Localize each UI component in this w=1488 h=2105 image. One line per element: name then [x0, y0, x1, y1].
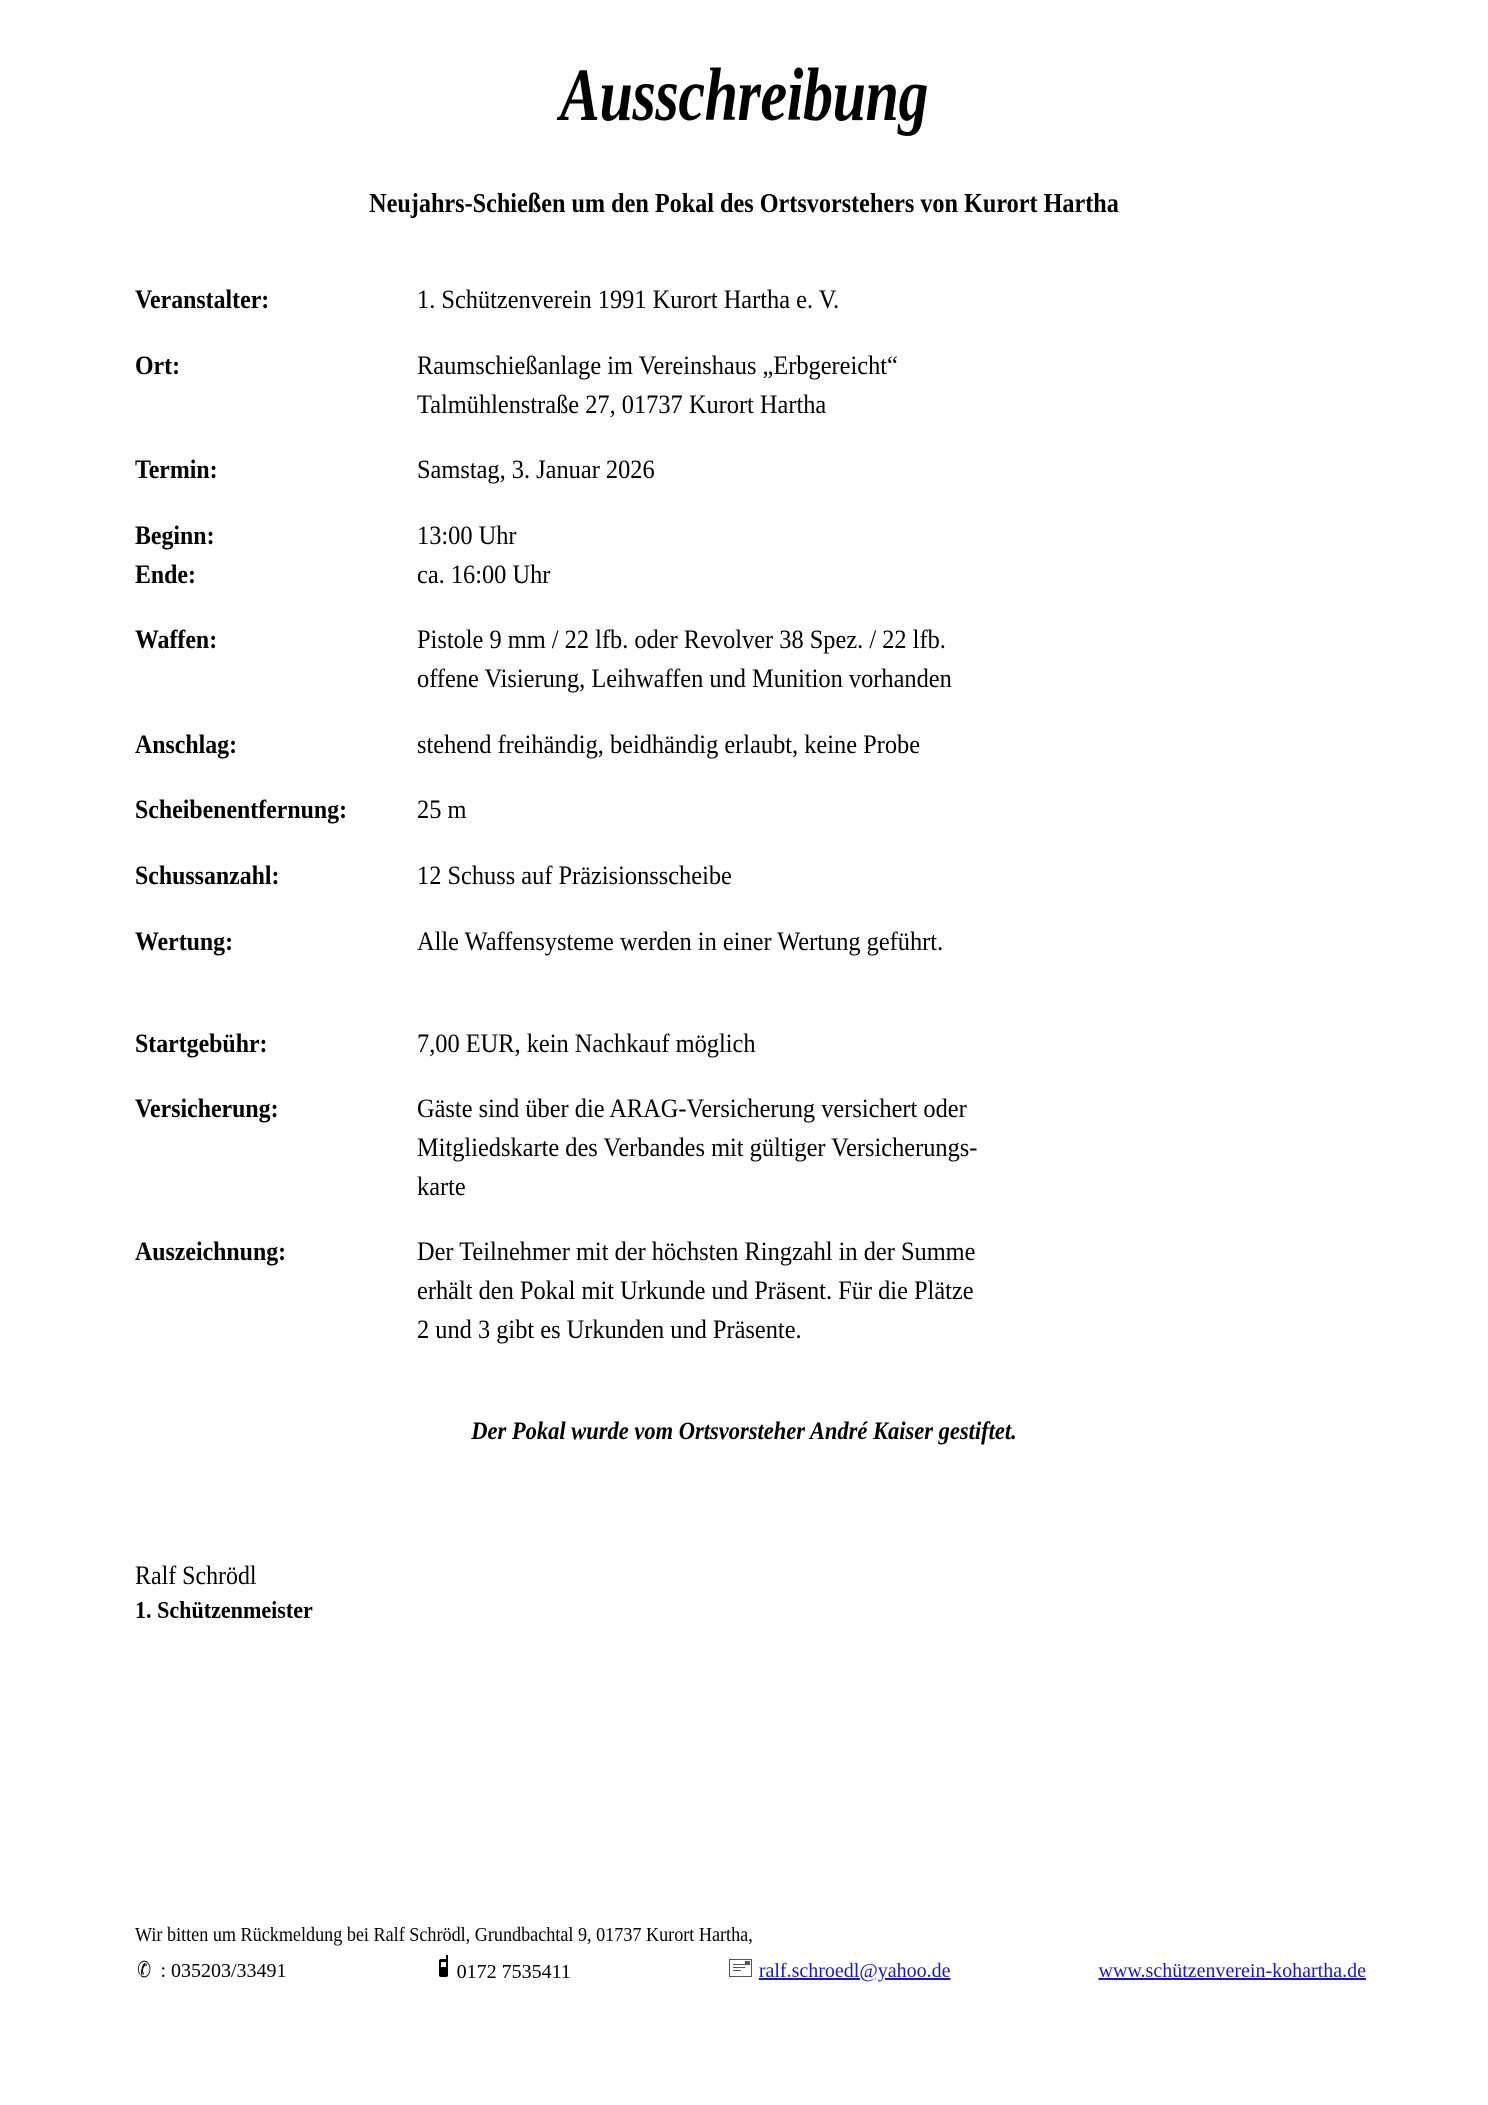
- detail-row-scheibenentfernung: [135, 790, 1353, 829]
- detail-label: Auszeichnung:: [135, 1236, 287, 1267]
- details-list: [135, 280, 1353, 1348]
- detail-value: [417, 516, 1278, 555]
- email-icon: [729, 1959, 752, 1977]
- detail-value-line: Alle Waffensysteme werden in einer Wertung geführt.: [417, 925, 944, 956]
- detail-value-line: 2 und 3 gibt es Urkunden und Präsente.: [417, 1313, 802, 1344]
- detail-row-auszeichnung: [135, 1232, 1353, 1348]
- phone-icon: ✆: [137, 1957, 152, 1983]
- detail-value-line: 12 Schuss auf Präzisionsscheibe: [417, 860, 732, 891]
- detail-value: [417, 280, 1278, 319]
- detail-value: [417, 346, 1278, 423]
- contact-email[interactable]: [729, 1957, 951, 1986]
- detail-row-veranstalter: [135, 280, 1353, 319]
- detail-value-line: ca. 16:00 Uhr: [417, 558, 551, 589]
- mobile-phone-icon: [439, 1955, 450, 1978]
- detail-label: Scheibenentfernung:: [135, 794, 348, 825]
- detail-value-line: Gäste sind über die ARAG-Versicherung versichert oder: [417, 1093, 967, 1124]
- detail-value: [417, 790, 1278, 829]
- detail-label: Versicherung:: [135, 1093, 279, 1124]
- contact-mobile: [439, 1955, 571, 1987]
- detail-value: [417, 620, 1278, 697]
- page-title: Ausschreibung: [559, 54, 929, 137]
- detail-value-line: Talmühlenstraße 27, 01737 Kurort Hartha: [417, 388, 827, 419]
- detail-value-line: 13:00 Uhr: [417, 520, 517, 550]
- detail-value-line: Samstag, 3. Januar 2026: [417, 454, 655, 485]
- mobile-number: 0172 7535411: [456, 1961, 571, 1984]
- signature-role: 1. Schützenmeister: [135, 1597, 313, 1624]
- detail-label: Ende:: [135, 558, 196, 589]
- detail-value-line: Pistole 9 mm / 22 lfb. oder Revolver 38 Spez. / 22 lfb.: [417, 624, 946, 655]
- signature-name: Ralf Schrödl: [135, 1561, 257, 1591]
- detail-value-line: erhält den Pokal mit Urkunde und Präsent. Für die Plätze: [417, 1274, 974, 1305]
- detail-label: Termin:: [135, 454, 218, 485]
- detail-value-line: 7,00 EUR, kein Nachkauf möglich: [417, 1027, 756, 1058]
- contact-line: [135, 1955, 1368, 1987]
- detail-row-ende: [135, 555, 1353, 594]
- detail-row-termin: [135, 450, 1353, 489]
- signature-block: [135, 1558, 1353, 1628]
- detail-value-line: stehend freihändig, beidhändig erlaubt, keine Probe: [417, 728, 921, 759]
- email-link[interactable]: ralf.schroedl@yahoo.de: [758, 1959, 951, 1982]
- contact-phone: [135, 1957, 287, 1986]
- detail-label: Anschlag:: [135, 728, 238, 759]
- detail-label: Waffen:: [135, 624, 218, 655]
- detail-value-line: 1. Schützenverein 1991 Kurort Hartha e. V.: [417, 284, 840, 315]
- detail-row-startgebuehr: [135, 1024, 1353, 1063]
- contact-website[interactable]: [1099, 1957, 1366, 1986]
- donation-note: Der Pokal wurde vom Ortsvorsteher André Kaiser gestiftet.: [471, 1418, 1017, 1446]
- detail-value: [417, 1089, 1278, 1205]
- detail-label: Ort:: [135, 349, 181, 380]
- detail-value-line: Der Teilnehmer mit der höchsten Ringzahl in der Summe: [417, 1236, 976, 1267]
- detail-row-ort: [135, 346, 1353, 423]
- detail-label: Wertung:: [135, 925, 234, 956]
- detail-label: Startgebühr:: [135, 1027, 268, 1058]
- detail-row-beginn: [135, 516, 1353, 555]
- detail-value: [417, 1024, 1278, 1063]
- detail-value: [417, 1232, 1278, 1348]
- detail-value-line: Mitgliedskarte des Verbandes mit gültiger Versicherungs-: [417, 1131, 978, 1162]
- detail-label: Veranstalter:: [135, 284, 270, 315]
- phone-number: : 035203/33491: [160, 1959, 287, 1982]
- detail-value: [417, 725, 1278, 764]
- detail-value: [417, 450, 1278, 489]
- detail-value-line: offene Visierung, Leihwaffen und Munition vorhanden: [417, 663, 952, 694]
- detail-row-waffen: [135, 620, 1353, 697]
- footer-note: Wir bitten um Rückmeldung bei Ralf Schrödl, Grundbachtal 9, 01737 Kurort Hartha,: [135, 1925, 753, 1946]
- detail-value: [417, 922, 1278, 961]
- footer: [135, 1922, 1368, 1987]
- detail-row-wertung: [135, 922, 1353, 961]
- detail-value: [417, 555, 1278, 594]
- detail-value-line: Raumschießanlage im Vereinshaus „Erbgereicht“: [417, 349, 898, 380]
- detail-value-line: karte: [417, 1170, 466, 1201]
- detail-row-versicherung: [135, 1089, 1353, 1205]
- detail-value-line: 25 m: [417, 794, 467, 825]
- website-link[interactable]: www.schützenverein-kohartha.de: [1098, 1959, 1366, 1982]
- detail-value: [417, 856, 1278, 895]
- detail-label: Schussanzahl:: [135, 860, 280, 891]
- detail-label: Beginn:: [135, 520, 215, 550]
- detail-row-schussanzahl: [135, 856, 1353, 895]
- page-subtitle: Neujahrs-Schießen um den Pokal des Ortsvorstehers von Kurort Hartha: [369, 187, 1119, 218]
- detail-row-anschlag: [135, 725, 1353, 764]
